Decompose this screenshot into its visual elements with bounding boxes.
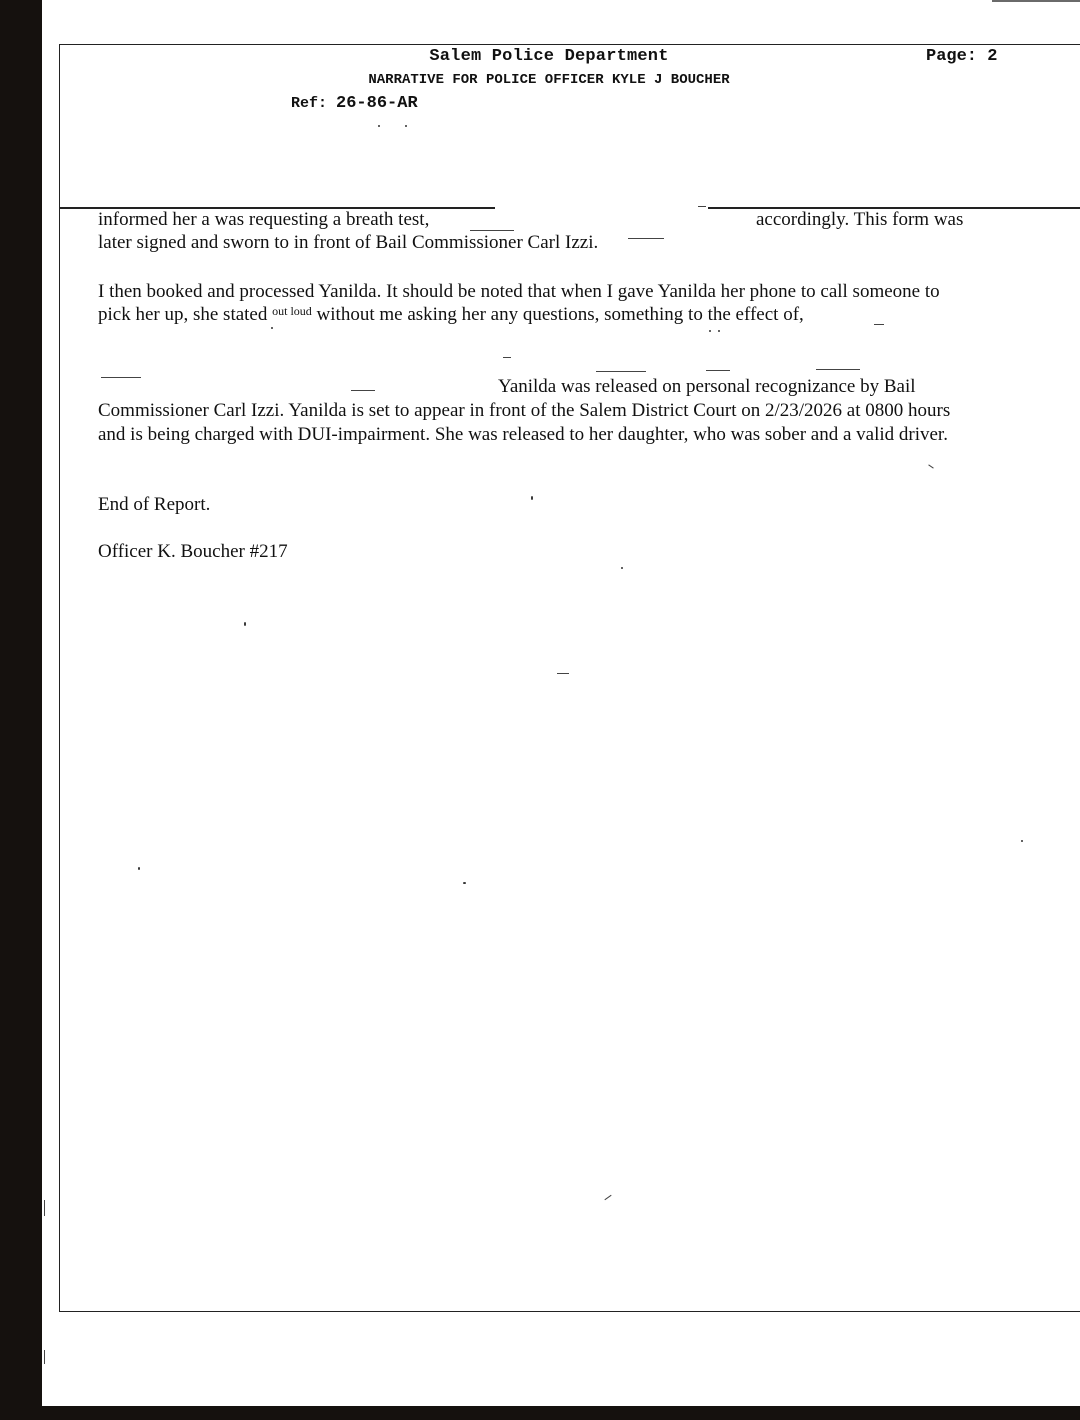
end-of-report: End of Report.: [98, 494, 211, 515]
scan-left-edge: [0, 0, 42, 1420]
redaction-mark: [706, 370, 730, 371]
scan-speck: [709, 330, 711, 332]
redaction-mark: [816, 369, 860, 370]
reference-number: [291, 94, 418, 113]
scan-speck: [557, 673, 569, 674]
scan-speck: [138, 867, 140, 870]
officer-signature-line: Officer K. Boucher #217: [98, 541, 288, 562]
scan-speck: [44, 1200, 45, 1216]
narrative-title: NARRATIVE FOR POLICE OFFICER KYLE J BOUCHER: [368, 72, 730, 88]
paragraph-1-line-1b: accordingly. This form was: [756, 209, 964, 230]
scan-speck: [244, 622, 246, 626]
paragraph-3-text: released on personal recognizance by Bail: [595, 376, 916, 397]
paragraph-2-text: without me asking her any questions, something to the effect of,: [316, 304, 804, 325]
redaction-mark: [874, 324, 884, 325]
paragraph-3-text: Yanilda was: [498, 376, 591, 397]
scan-speck: [405, 125, 407, 127]
scan-artifact-line: [992, 0, 1080, 2]
paragraph-2-text: pick her up, she stated: [98, 304, 268, 325]
paragraph-2-line-1: I then booked and processed Yanilda. It should be noted that when I gave Yanilda her phone to call someone to: [98, 281, 940, 302]
paragraph-1-line-2: later signed and sworn to in front of Bail Commissioner Carl Izzi.: [98, 232, 599, 253]
scan-speck: [1021, 840, 1023, 842]
redaction-mark: [470, 230, 514, 231]
paragraph-3-line-3: and is being charged with DUI-impairment. She was released to her daughter, who was sober and a valid driver.: [98, 424, 948, 445]
department-title: Salem Police Department: [429, 47, 669, 66]
scan-speck: [531, 496, 533, 500]
scan-speck: [271, 327, 273, 329]
redaction-mark: [596, 371, 646, 372]
redaction-mark: [351, 390, 375, 391]
scan-bottom-edge: [0, 1406, 1080, 1420]
scan-speck: [718, 330, 720, 332]
redaction-mark: [698, 206, 706, 207]
scan-speck: [44, 1350, 45, 1364]
paragraph-2-faint-text: out loud: [272, 304, 312, 318]
paragraph-1-line-1a: informed her a was requesting a breath test,: [98, 209, 430, 230]
paragraph-3-line-2: Commissioner Carl Izzi. Yanilda is set to appear in front of the Salem District Court on 2/23/2026 at 0800 hours: [98, 400, 951, 421]
scan-speck: [621, 567, 623, 569]
ref-label: Ref:: [291, 95, 328, 112]
ref-value: 26-86-AR: [336, 94, 418, 113]
scan-speck: [378, 125, 380, 127]
page-number: Page: 2: [926, 47, 998, 66]
paragraph-2-line-2: [98, 304, 804, 327]
redaction-mark: [628, 238, 664, 239]
paragraph-3-line-1: [498, 376, 916, 398]
scan-speck: [463, 882, 466, 884]
redaction-mark: [503, 357, 511, 358]
redaction-mark: [101, 377, 141, 378]
